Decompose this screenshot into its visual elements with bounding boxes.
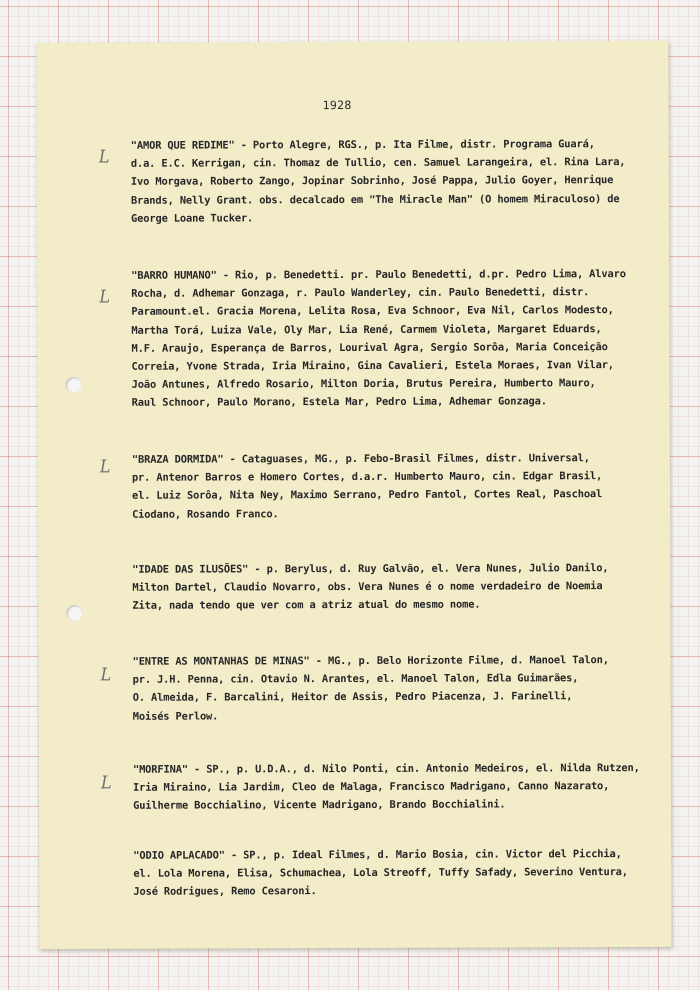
entry-line: Milton Dartel, Claudio Novarro, obs. Vera Nunes é o nome verdadeiro de Noemia [132,580,603,594]
handwritten-check-mark: L [98,145,110,167]
handwritten-check-mark: L [100,771,112,793]
entry-line: el. Lola Morena, Elisa, Schumachea, Lola Streoff, Tuffy Safady, Severino Ventura, [133,866,628,880]
entry-line: Ivo Morgava, Roberto Zango, Jopinar Sobrinho, José Pappa, Julio Goyer, Henrique [130,174,614,189]
film-entry [133,845,663,901]
entry-line: "ODIO APLACADO" - SP., p. Ideal Filmes, d. Mario Bosia, cin. Victor del Picchia, [133,848,622,862]
film-entry [131,265,662,412]
punch-hole [66,377,82,393]
film-entry [132,449,662,524]
entry-line: "ENTRE AS MONTANHAS DE MINAS" - MG., p. Belo Horizonte Filme, d. Manoel Talon, [132,654,609,668]
entry-line: "BARRO HUMANO" - Rio, p. Benedetti. pr. Paulo Benedetti, d.pr. Pedro Lima, Alvaro [131,268,626,282]
entry-line: "MORFINA" - SP., p. U.D.A., d. Nilo Ponti, cin. Antonio Medeiros, el. Nilda Rutzen, [132,762,640,776]
entry-line: "BRAZA DORMIDA" - Cataguases, MG., p. Febo-Brasil Filmes, distr. Universal, [131,452,590,466]
entry-line: "AMOR QUE REDIME" - Porto Alegre, RGS., p. Ita Filme, distr. Programa Guará, [130,138,595,152]
entry-line: pr. J.H. Penna, cin. Otavio N. Arantes, el. Manoel Talon, Edla Guimarães, [132,672,579,686]
page-year: 1928 [322,98,352,113]
entry-line: Guilherme Bocchialino, Vicente Madrigano, Brando Bocchialini. [133,798,506,813]
film-entry [133,759,663,815]
entry-line: George Loane Tucker. [131,212,254,225]
film-entry [131,135,661,228]
handwritten-check-mark: L [99,455,111,477]
entry-line: O. Almeida, F. Barcalini, Heitor de Assis, Pedro Piacenza, J. Farinelli, [132,690,573,705]
entry-line: Paramount.el. Gracia Morena, Lelita Rosa, Eva Schnoor, Eva Nil, Carlos Modesto, [131,304,614,319]
entry-line: Iria Miraino, Lia Jardim, Cleo de Malaga, Francisco Madrigano, Canno Nazarato, [133,780,610,794]
handwritten-check-mark: L [100,663,112,685]
entry-line: d.a. E.C. Kerrigan, cin. Thomaz de Tullio, cen. Samuel Larangeira, el. Rina Lara, [130,156,626,170]
entry-line: Brands, Nelly Grant. obs. decalcado em "The Miracle Man" (O homem Miraculoso) de [130,192,620,207]
handwritten-check-mark: L [99,285,110,307]
entry-line: el. Luiz Sorôa, Nita Ney, Maximo Serrano, Pedro Fantol, Cortes Real, Paschoal [131,488,603,503]
entry-line: "IDADE DAS ILUSÕES" - p. Berylus, d. Ruy Galvão, el. Vera Nunes, Julio Danilo, [132,562,609,576]
entry-line: Moisés Perlow. [132,710,219,723]
entry-line: Zita, nada tendo que ver com a atriz atual do mesmo nome. [132,598,481,613]
film-entry [132,559,662,615]
entry-line: Rocha, d. Adhemar Gonzaga, r. Paulo Wanderley, cin. Paulo Benedetti, distr. [131,286,590,300]
entry-line: João Antunes, Alfredo Rosario, Milton Doria, Brutus Pereira, Humberto Mauro, [131,377,596,391]
entry-line: pr. Antenor Barros e Homero Cortes, d.a.r. Humberto Mauro, cin. Edgar Brasil, [131,470,603,484]
entry-line: Ciodano, Rosando Franco. [132,507,279,521]
film-entry [133,651,663,726]
document-sheet [36,41,671,949]
punch-hole [66,605,82,621]
entry-line: Correia, Yvone Strada, Iria Miraino, Gina Cavalieri, Estela Moraes, Ivan Vilar, [131,359,614,373]
entry-line: Raul Schnoor, Paulo Morano, Estela Mar, Pedro Lima, Adhemar Gonzaga. [131,395,547,410]
entry-line: Martha Torá, Luiza Vale, Oly Mar, Lia René, Carmem Violeta, Margaret Eduards, [131,322,602,337]
entry-line: M.F. Araujo, Esperança de Barros, Lourival Agra, Sergio Sorôa, Maria Conceição [131,340,608,355]
entry-line: José Rodrigues, Remo Cesaroni. [133,885,317,899]
